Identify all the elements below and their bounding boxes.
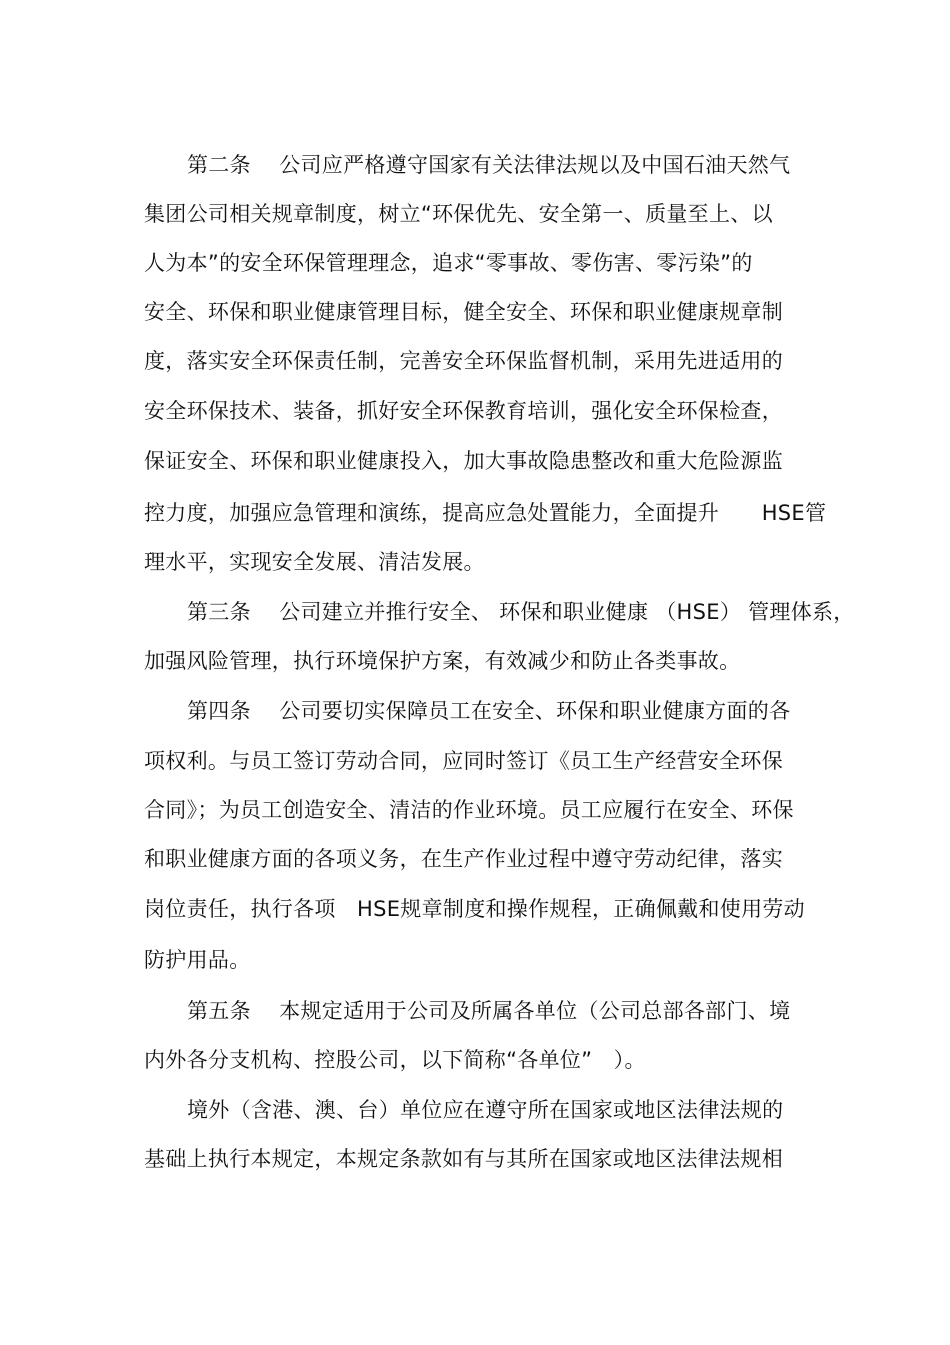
paragraph-line: 岗位责任，执行各项 HSE规章制度和操作规程，正确佩戴和使用劳动 xyxy=(144,897,805,921)
paragraph-line: 保证安全、环保和职业健康投入，加大事故隐患整改和重大危险源监 xyxy=(144,449,783,473)
paragraph-line: 项权利。与员工签订劳动合同，应同时签订《员工生产经营安全环保 xyxy=(144,749,783,773)
paragraph-line: 度，落实安全环保责任制，完善安全环保监督机制，采用先进适用的 xyxy=(144,349,783,373)
paragraph-line: 防护用品。 xyxy=(144,948,251,972)
paragraph-line: 安全环保技术、装备，抓好安全环保教育培训，强化安全环保检查， xyxy=(144,399,783,423)
paragraph-line: 加强风险管理，执行环境保护方案，有效减少和防止各类事故。 xyxy=(144,649,741,673)
paragraph-line: 理水平，实现安全发展、清洁发展。 xyxy=(144,550,485,574)
paragraph-line: 控力度，加强应急管理和演练，提高应急处置能力，全面提升 HSE管 xyxy=(144,501,827,525)
paragraph-line: 人为本”的安全环保管理理念，追求“零事故、零伤害、零污染”的 xyxy=(144,251,753,275)
paragraph-line: 境外（含港、澳、台）单位应在遵守所在国家或地区法律法规的 xyxy=(187,1098,784,1122)
paragraph-line: 合同》；为员工创造安全、清洁的作业环境。员工应履行在安全、环保 xyxy=(144,798,794,822)
paragraph-line: 内外各分支机构、控股公司，以下简称“各单位” ）。 xyxy=(144,1048,646,1072)
paragraph-line: 集团公司相关规章制度，树立“环保优先、安全第一、质量至上、以 xyxy=(144,202,773,226)
paragraph-line: 安全、环保和职业健康管理目标，健全安全、环保和职业健康规章制 xyxy=(144,300,783,324)
paragraph-line: 第三条 公司建立并推行安全、 环保和职业健康 （HSE） 管理体系， xyxy=(187,600,855,624)
paragraph-line: 第五条 本规定适用于公司及所属各单位（公司总部各部门、境 xyxy=(187,999,791,1023)
paragraph-line: 基础上执行本规定，本规定条款如有与其所在国家或地区法律法规相 xyxy=(144,1147,783,1171)
paragraph-line: 第四条 公司要切实保障员工在安全、环保和职业健康方面的各 xyxy=(187,699,791,723)
paragraph-line: 第二条 公司应严格遵守国家有关法律法规以及中国石油天然气 xyxy=(187,153,791,177)
paragraph-line: 和职业健康方面的各项义务，在生产作业过程中遵守劳动纪律，落实 xyxy=(144,847,783,871)
